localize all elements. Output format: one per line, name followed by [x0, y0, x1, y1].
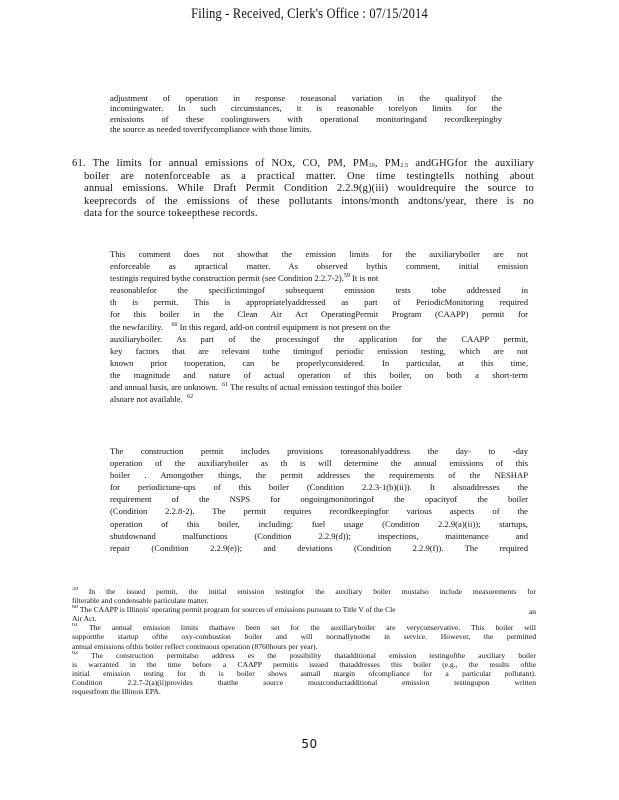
intro-line: emissions of these coolingtowers with operational monitoringand recordkeepingby	[110, 113, 502, 124]
response-line: the magnitude and nature of actual operation of this boiler, on both a short-term	[110, 369, 528, 380]
intro-line: the source as needed toverifycompliance with those limits.	[110, 124, 312, 135]
response-line: enforceable as apractical matter. As observed bythis comment, initial emission	[110, 261, 528, 272]
footnote-ref: 60	[72, 605, 78, 611]
footnote-ref: 59	[343, 273, 350, 280]
footnote-ref: 60	[171, 321, 178, 328]
response-line: the newfacility. $^{60}$ In this regard, add-on control equipment is not present on the	[110, 321, 390, 332]
intro-line: adjustment of operation in response toseasonal variation in the qualityof the	[110, 93, 502, 103]
response-line: testingis required bythe construction permit (see Condition 2.2.7-2).$^{59}$ It is not	[110, 273, 379, 284]
response-line: This comment does not showthat the emission limits for the auxiliaryboiler are not	[110, 249, 528, 259]
comment-line: 61. The limits for annual emissions of NOx, CO, PM, $PM_{10}$, $PM_{2.5}$ andGHGfor the auxiliary	[72, 158, 534, 169]
response-line: operation of the auxiliaryboiler as th is will determine the annual emissions of this	[110, 458, 528, 469]
response-line: (Condition 2.2.8-2). The permit requires recordkeepingfor various aspects of the	[110, 506, 528, 517]
intro-line: incomingwater. In such circumstances, it is reasonable torelyon limits for the	[110, 103, 502, 114]
footnote: $^{60}$ The CAAPP is Illinois' operating permit program for sources of emissions pursuant to Title V of the Cle an Air Act.	[72, 605, 536, 624]
response-line: repair (Condition 2.2.9(e)); and deviations (Condition 2.2.9(f)). The required	[110, 542, 528, 553]
response-paragraph-2	[110, 445, 528, 554]
footnote: $^{59}$ In the issued permit, the initial emission testingfor the auxiliary boiler mustalso include measurements for filterable and condensable particulate matter.	[72, 587, 536, 606]
filing-header: Filing - Received, Clerk's Office : 07/15/2014	[191, 6, 428, 22]
response-line: auxiliaryboiler. As part of the processingof the application for the CAAPP permit,	[110, 333, 528, 344]
response-line: reasonablefor the specifictimingof subsequent emission tests tobe addressed in	[110, 285, 528, 296]
intro-paragraph	[110, 93, 502, 135]
footnote: $^{61}$ The annual emission limits thathave been set for the auxiliaryboiler are veryconservative. This boiler will supportthe startup ofthe oxy-combustion boiler and will normallynotbe in service. However, the permitted annual emissions ofthis boiler reflect continuous operation (8760hours per year).	[72, 623, 536, 651]
response-line: shutdownand malfunctions (Condition 2.2.9(d)); inspections, maintenance and	[110, 530, 528, 541]
response-line: key factors that are relevant tothe timingof periodic emission testing, which are not	[110, 345, 528, 356]
response-line: known prior tooperation, can be properlyconsidered. In particular, at this time,	[110, 357, 528, 368]
response-line: for this boiler in the Clean Air Act OperatingPermit Program (CAAPP) permit for	[110, 309, 528, 320]
response-line: operation of this boiler, including: fuel usage (Condition 2.2.9(a)(ii)); startups,	[110, 518, 528, 529]
response-line: requirement of the NSPS for ongoingmonitoringof the opacityof the boiler	[110, 494, 528, 505]
response-line: th is permit. This is appropriatelyaddressed as part of PeriodicMonitoring required	[110, 297, 528, 308]
footnote: $^{62}$ The construction permitalso address es the possibility thatadditional emission testingofthe auxiliary boiler is warranted in the time before a CAAPP permitis issued thataddresses this boiler (e.g., the results ofthe initial emission testing for th is boiler shows asmall margin ofcompliance for a particular pollutant). Condition 2.2.7-2(a)(ii)provides thatthe source mustconductadditional emission testingupon written requestfrom the Illinois EPA.	[72, 650, 536, 697]
comment-line: data for the source tokeepthese records.	[84, 208, 258, 220]
response-line: and annual basis, are unknown. $^{61}$ The results of actual emission testingof this boiler	[110, 382, 402, 393]
comment-61	[72, 158, 534, 221]
comment-line: annual emissions. While Draft Permit Condition 2.2.9(g)(iii) wouldrequire the source to	[84, 183, 534, 195]
comment-line: keeprecords of the emissions of these pollutants intons/month andtons/year, there is no	[84, 195, 534, 207]
footnote-ref: 61	[72, 623, 78, 629]
response-line: The construction permit includes provisions toreasonablyaddress the day- to -day	[110, 446, 528, 456]
footnote-ref: 62	[72, 650, 78, 656]
comment-number: 61.	[72, 158, 86, 169]
footnotes	[72, 587, 536, 696]
comment-line: boiler are notenforceable as a practical matter. One time testingtells nothing about	[84, 170, 534, 182]
footnote-ref: 62	[187, 394, 194, 401]
footnote-ref: 59	[72, 587, 78, 592]
response-line: boiler . Amongother things, the permit addresses the requirements of the NESHAP	[110, 470, 528, 481]
page-number: 50	[301, 737, 318, 751]
response-paragraph-1	[110, 248, 528, 405]
response-line: for periodictune-ups of this boiler (Condition 2.2.3-1(b)(ii)). It alsoaddresses the	[110, 482, 528, 493]
response-line: alsoare not available. $^{62}$	[110, 394, 194, 405]
footnote-ref: 61	[222, 382, 229, 389]
